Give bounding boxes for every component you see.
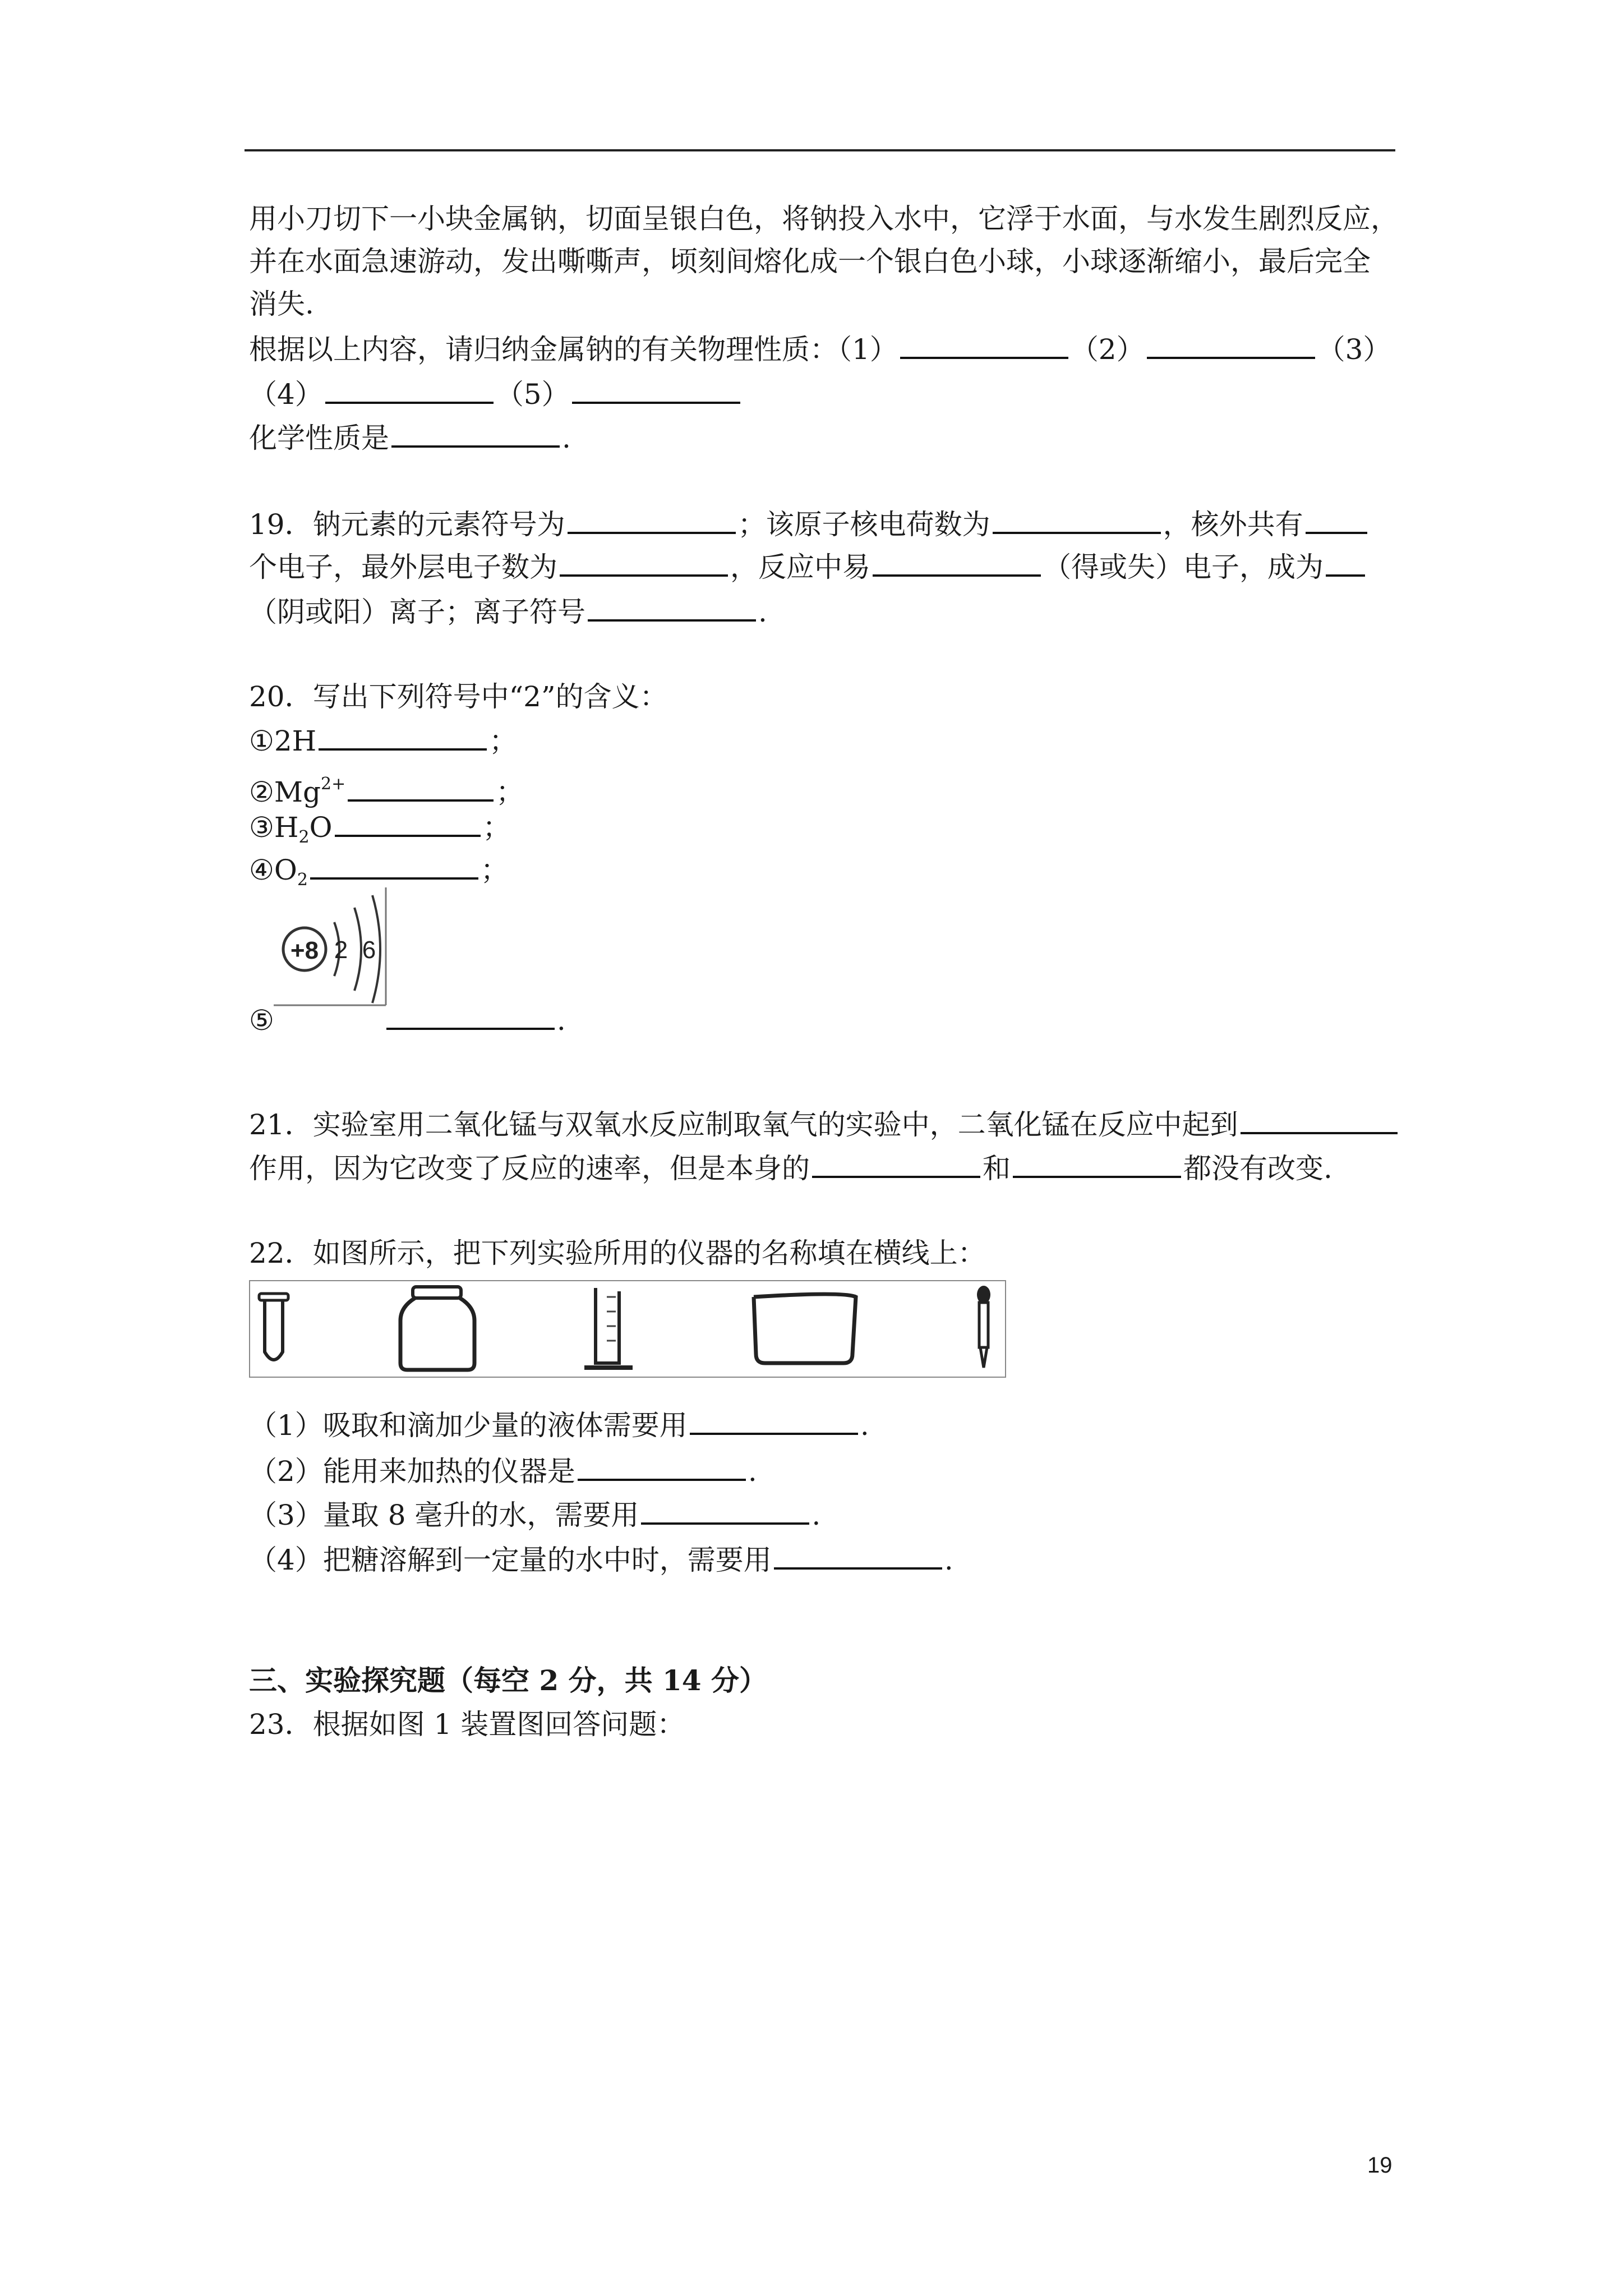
answer-blank[interactable]: [993, 503, 1161, 534]
answer-blank[interactable]: [1147, 328, 1315, 359]
answer-blank[interactable]: [641, 1493, 809, 1525]
oxygen-atom-diagram: [274, 887, 391, 1011]
atom-shell-2-electrons: 6: [362, 936, 376, 964]
answer-blank[interactable]: [1013, 1147, 1181, 1178]
answer-blank[interactable]: [325, 372, 494, 404]
graduated-cylinder-icon: [584, 1288, 633, 1368]
answer-blank[interactable]: [391, 416, 560, 448]
answer-blank[interactable]: [1306, 503, 1367, 534]
answer-blank[interactable]: [572, 372, 740, 404]
page-number: 19: [1367, 2153, 1393, 2178]
section-3-title: 三、实验探究题（每空 2 分，共 14 分）: [249, 1664, 767, 1697]
q19-line-1: 19．钠元素的元素符号为 ；该原子核电荷数为 ，核外共有: [249, 503, 1370, 546]
answer-blank[interactable]: [812, 1147, 980, 1178]
q22-part-3: （3）量取 8 毫升的水，需要用 .: [249, 1493, 820, 1536]
q19-line-3: （阴或阳）离子；离子符号 .: [249, 590, 767, 633]
answer-blank[interactable]: [900, 328, 1068, 359]
q22-part-2: （2）能用来加热的仪器是 .: [249, 1450, 757, 1493]
intro-line-1: 用小刀切下一小块金属钠，切面呈银白色，将钠投入水中，它浮于水面，与水发生剧烈反应，: [249, 203, 1399, 235]
answer-blank[interactable]: [690, 1404, 858, 1435]
answer-blank[interactable]: [568, 503, 736, 534]
answer-blank[interactable]: [560, 545, 728, 577]
q22-title: 22．如图所示，把下列实验所用的仪器的名称填在横线上：: [249, 1237, 986, 1269]
q22-part-1: （1）吸取和滴加少量的液体需要用 .: [249, 1404, 869, 1447]
q21-line-2: 作用，因为它改变了反应的速率，但是本身的 和 都没有改变.: [249, 1147, 1332, 1190]
answer-blank[interactable]: [1241, 1103, 1398, 1134]
q21-line-1: 21．实验室用二氧化锰与双氧水反应制取氧气的实验中，二氧化锰在反应中起到: [249, 1103, 1400, 1146]
answer-blank[interactable]: [1326, 545, 1365, 577]
dropper-icon: [977, 1286, 990, 1368]
lab-instruments-figure: [249, 1280, 1006, 1378]
q20-item-3: $③H_2O$ ；: [249, 806, 511, 859]
answer-blank[interactable]: [319, 719, 487, 751]
intro-line-5: （4） （5）: [249, 372, 743, 416]
q23-text: 23．根据如图 1 装置图回答问题：: [249, 1708, 685, 1741]
intro-line-2: 并在水面急速游动，发出嘶嘶声，顷刻间熔化成一个银白色小球，小球逐渐缩小，最后完全: [249, 245, 1371, 278]
intro-line-4: 根据以上内容，请归纳金属钠的有关物理性质：（1） （2） （3）: [249, 328, 1391, 371]
q20-item-4: $④O_2$ ；: [249, 848, 509, 901]
q20-item-5: ⑤ .: [249, 999, 566, 1042]
answer-blank[interactable]: [310, 848, 478, 880]
q22-part-4: （4）把糖溶解到一定量的水中时，需要用 .: [249, 1538, 953, 1581]
answer-blank[interactable]: [386, 999, 555, 1030]
atom-shell-1-electrons: 2: [334, 936, 348, 964]
atom-nucleus-label: +8: [290, 937, 319, 964]
answer-blank[interactable]: [873, 545, 1041, 577]
test-tube-icon: [259, 1294, 288, 1360]
q20-item-2: $②Mg^{2+}$ ；: [249, 763, 524, 813]
answer-blank[interactable]: [578, 1450, 746, 1481]
answer-blank[interactable]: [348, 770, 494, 802]
beaker-icon: [754, 1294, 856, 1363]
wide-mouth-bottle-icon: [400, 1287, 474, 1370]
answer-blank[interactable]: [335, 806, 481, 837]
answer-blank[interactable]: [774, 1538, 942, 1570]
header-rule: [245, 149, 1395, 151]
answer-blank[interactable]: [588, 590, 756, 622]
q20-item-1: ①2H ；: [249, 719, 517, 762]
intro-line-6: 化学性质是 .: [249, 416, 571, 459]
q19-line-2: 个电子，最外层电子数为 ，反应中易 （得或失）电子，成为: [249, 545, 1367, 588]
intro-line-3: 消失.: [249, 288, 314, 320]
q20-title: 20．写出下列符号中“2”的含义：: [249, 680, 668, 713]
